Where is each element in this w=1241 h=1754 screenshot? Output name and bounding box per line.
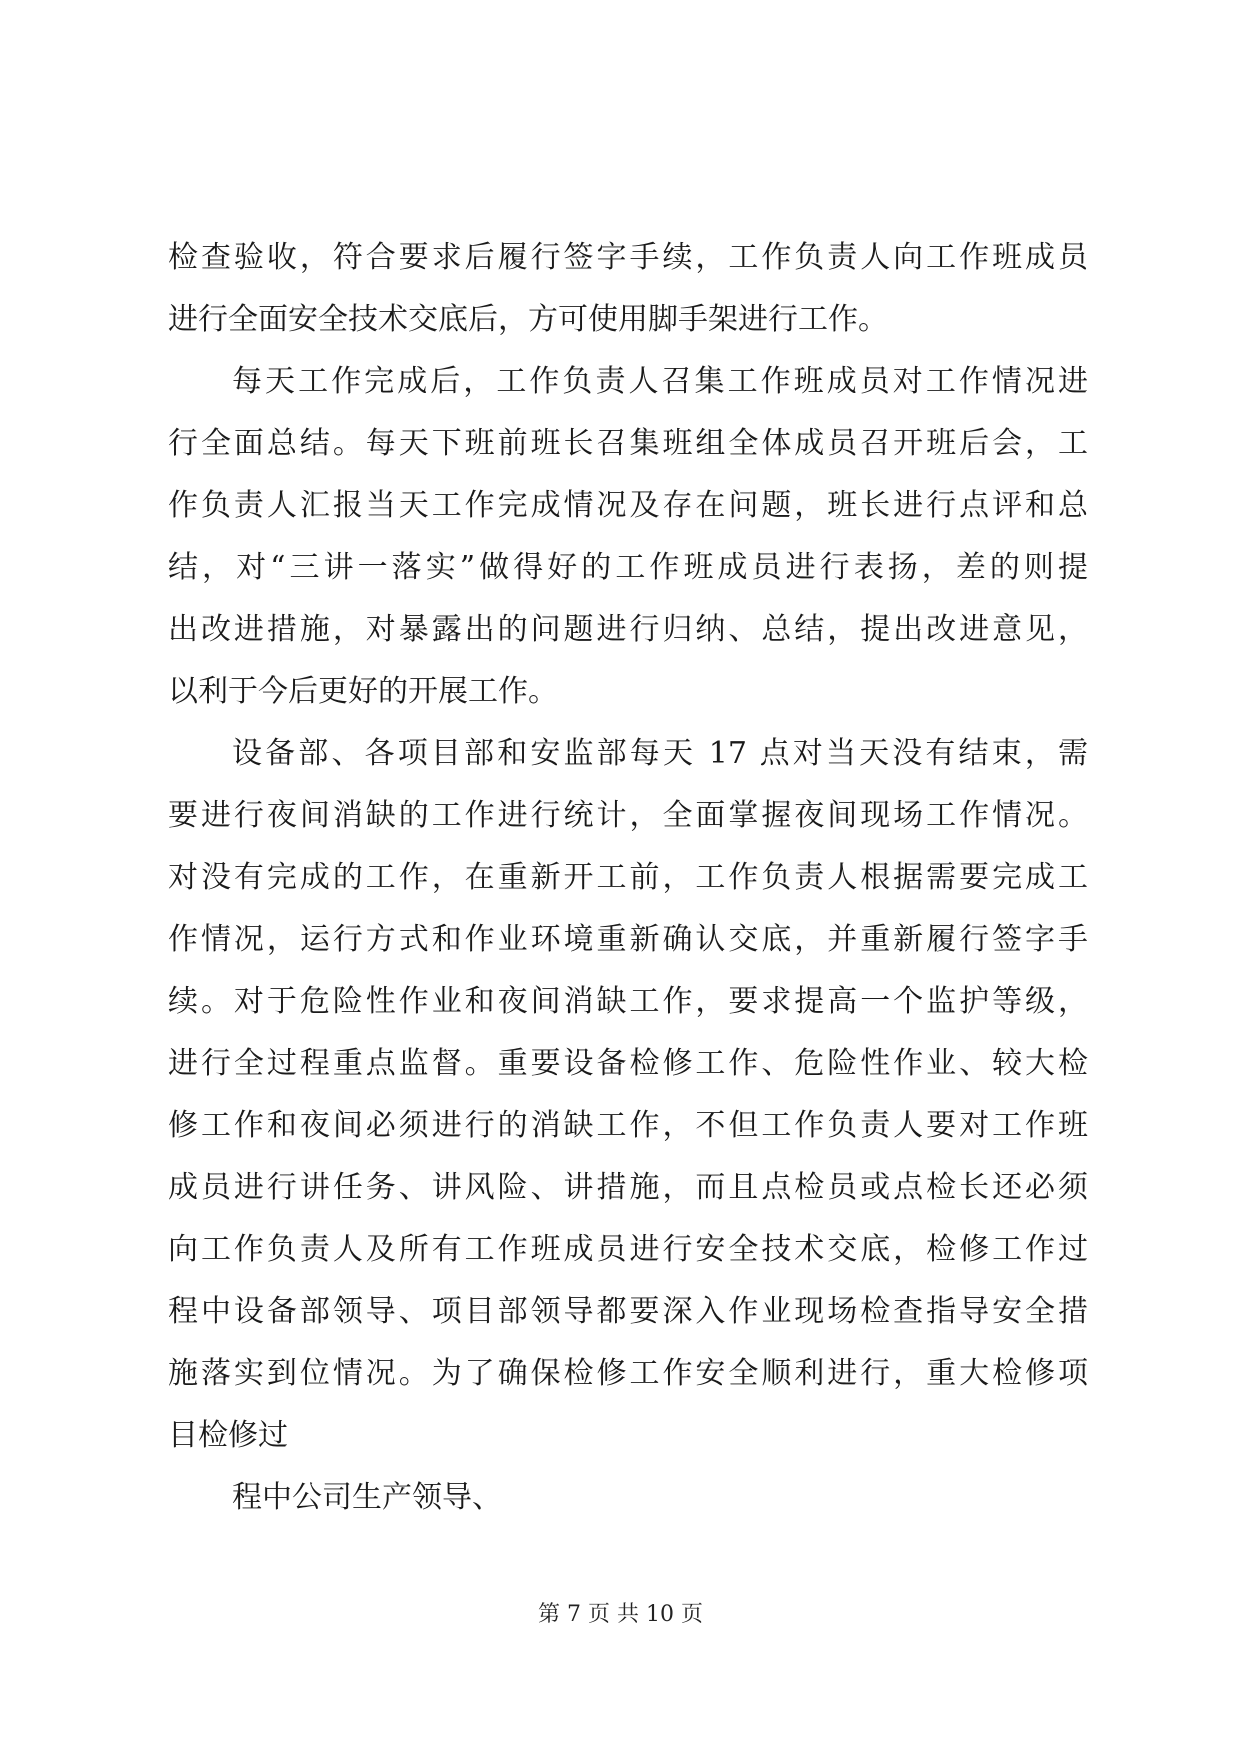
- text-line: 要进行夜间消缺的工作进行统计，全面掌握夜间现场工作情况。: [168, 798, 1088, 833]
- paragraph-first-line: 设备部、各项目部和安监部每天 17 点对当天没有结束，需: [232, 736, 1088, 771]
- text-line: 修工作和夜间必须进行的消缺工作，不但工作负责人要对工作班: [168, 1108, 1088, 1143]
- paragraph-first-line: 程中公司生产领导、: [232, 1480, 502, 1515]
- text-line: 作情况，运行方式和作业环境重新确认交底，并重新履行签字手: [168, 922, 1088, 957]
- text-line: 对没有完成的工作，在重新开工前，工作负责人根据需要完成工: [168, 860, 1088, 895]
- text-line: 向工作负责人及所有工作班成员进行安全技术交底，检修工作过: [168, 1232, 1088, 1267]
- text-line: 以利于今后更好的开展工作。: [168, 674, 558, 709]
- text-line: 行全面总结。每天下班前班长召集班组全体成员召开班后会，工: [168, 426, 1088, 461]
- text-line: 施落实到位情况。为了确保检修工作安全顺利进行，重大检修项: [168, 1356, 1088, 1391]
- text-line: 作负责人汇报当天工作完成情况及存在问题，班长进行点评和总: [168, 488, 1088, 523]
- text-line: 目检修过: [168, 1418, 288, 1453]
- text-line: 进行全过程重点监督。重要设备检修工作、危险性作业、较大检: [168, 1046, 1088, 1081]
- text-line: 检查验收，符合要求后履行签字手续，工作负责人向工作班成员: [168, 240, 1088, 275]
- text-line: 结，对“三讲一落实”做得好的工作班成员进行表扬，差的则提: [168, 550, 1088, 585]
- page-number-footer: 第 7 页 共 10 页: [538, 1602, 703, 1627]
- text-line: 成员进行讲任务、讲风险、讲措施，而且点检员或点检长还必须: [168, 1170, 1088, 1205]
- text-line: 程中设备部领导、项目部领导都要深入作业现场检查指导安全措: [168, 1294, 1088, 1329]
- text-line: 出改进措施，对暴露出的问题进行归纳、总结，提出改进意见，: [168, 612, 1088, 647]
- text-line: 进行全面安全技术交底后，方可使用脚手架进行工作。: [168, 302, 888, 337]
- body-text: [168, 227, 1088, 1529]
- paragraph-first-line: 每天工作完成后，工作负责人召集工作班成员对工作情况进: [232, 364, 1088, 399]
- text-line: 续。对于危险性作业和夜间消缺工作，要求提高一个监护等级，: [168, 984, 1088, 1019]
